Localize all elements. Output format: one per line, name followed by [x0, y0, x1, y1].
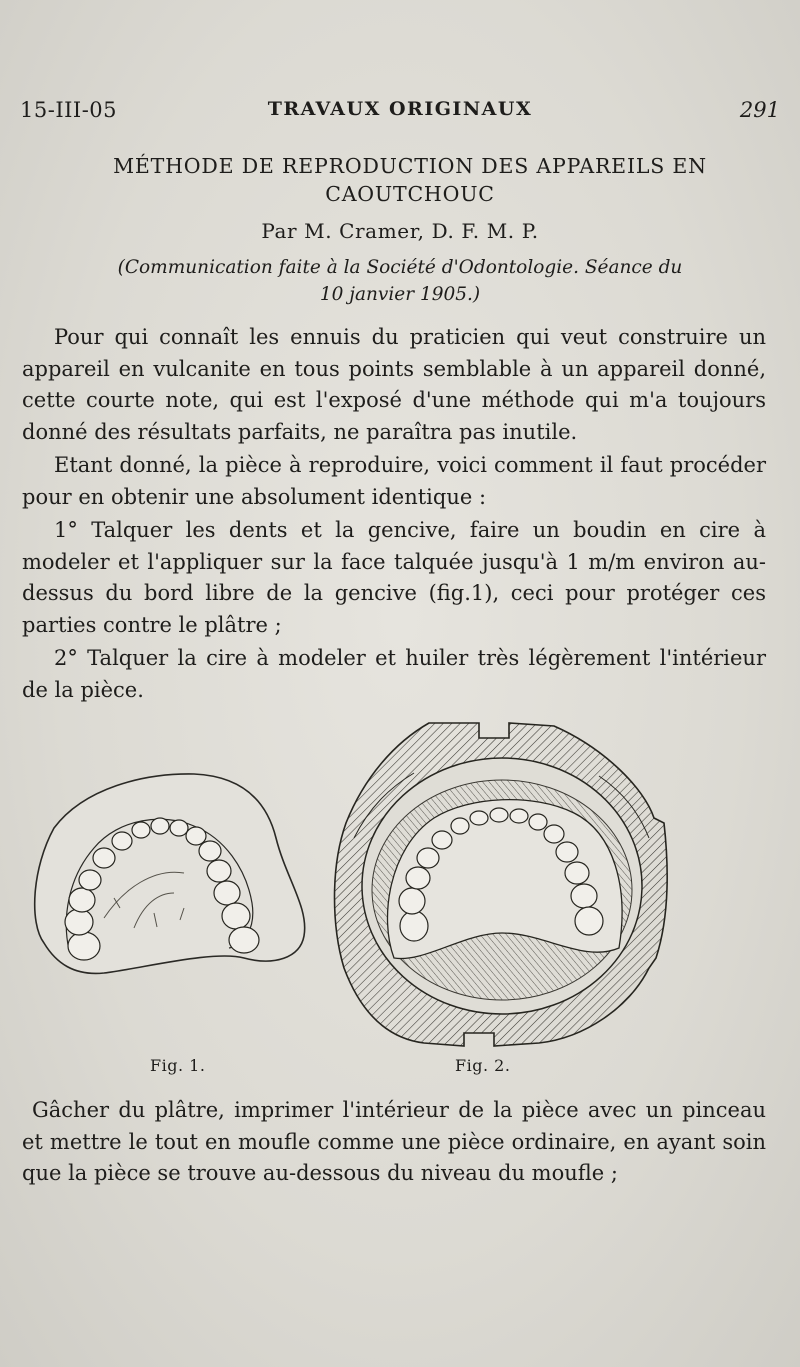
communication-line-2: 10 janvier 1905.)	[319, 284, 481, 305]
author-byline: Par M. Cramer, D. F. M. P.	[261, 219, 539, 243]
figure-1-drawing	[35, 774, 305, 973]
article-title	[20, 152, 800, 208]
closing-text	[22, 1095, 766, 1190]
issue-date: 15-III-05	[20, 98, 118, 122]
page-number: 291	[739, 98, 780, 122]
figure-2-caption: Fig. 2.	[455, 1056, 511, 1075]
running-header	[20, 98, 780, 128]
paragraph-step-1: 1° Talquer les dents et la gencive, faire un boudin en cire à modeler et l'appliquer sur la face talquée jusqu'à 1 m/m environ au-dessus du bord libre de la gencive (fig.1), ceci pour protéger ces parties contre le plâtre ;	[22, 518, 766, 637]
figures-area	[24, 718, 674, 1048]
section-title: TRAVAUX ORIGINAUX	[267, 98, 533, 120]
figure-2-drawing	[335, 723, 668, 1046]
article-title-line-1: MÉTHODE DE REPRODUCTION DES APPAREILS EN	[113, 154, 707, 178]
communication-note	[20, 254, 780, 308]
figures-illustration	[24, 718, 674, 1048]
communication-line-1: (Communication faite à la Société d'Odontologie. Séance du	[117, 257, 683, 278]
article-title-line-2: CAOUTCHOUC	[325, 182, 495, 206]
body-text	[22, 322, 766, 706]
figure-1-caption: Fig. 1.	[150, 1056, 206, 1075]
paragraph-step-2: 2° Talquer la cire à modeler et huiler très légèrement l'intérieur de la pièce.	[22, 646, 766, 702]
paragraph-intro: Pour qui connaît les ennuis du praticien qui veut construire un appareil en vulcanite en tous points semblable à un appareil donné, cette courte note, qui est l'exposé d'une méthode qui m'a toujours donné des résultats parfaits, ne paraîtra pas inutile.	[22, 325, 766, 444]
paragraph-procedure: Etant donné, la pièce à reproduire, voici comment il faut procéder pour en obtenir une absolument identique :	[22, 453, 766, 509]
paragraph-closing: Gâcher du plâtre, imprimer l'intérieur de la pièce avec un pinceau et mettre le tout en moufle comme une pièce ordinaire, en ayant soin que la pièce se trouve au-dessous du niveau du moufle ;	[22, 1098, 766, 1185]
